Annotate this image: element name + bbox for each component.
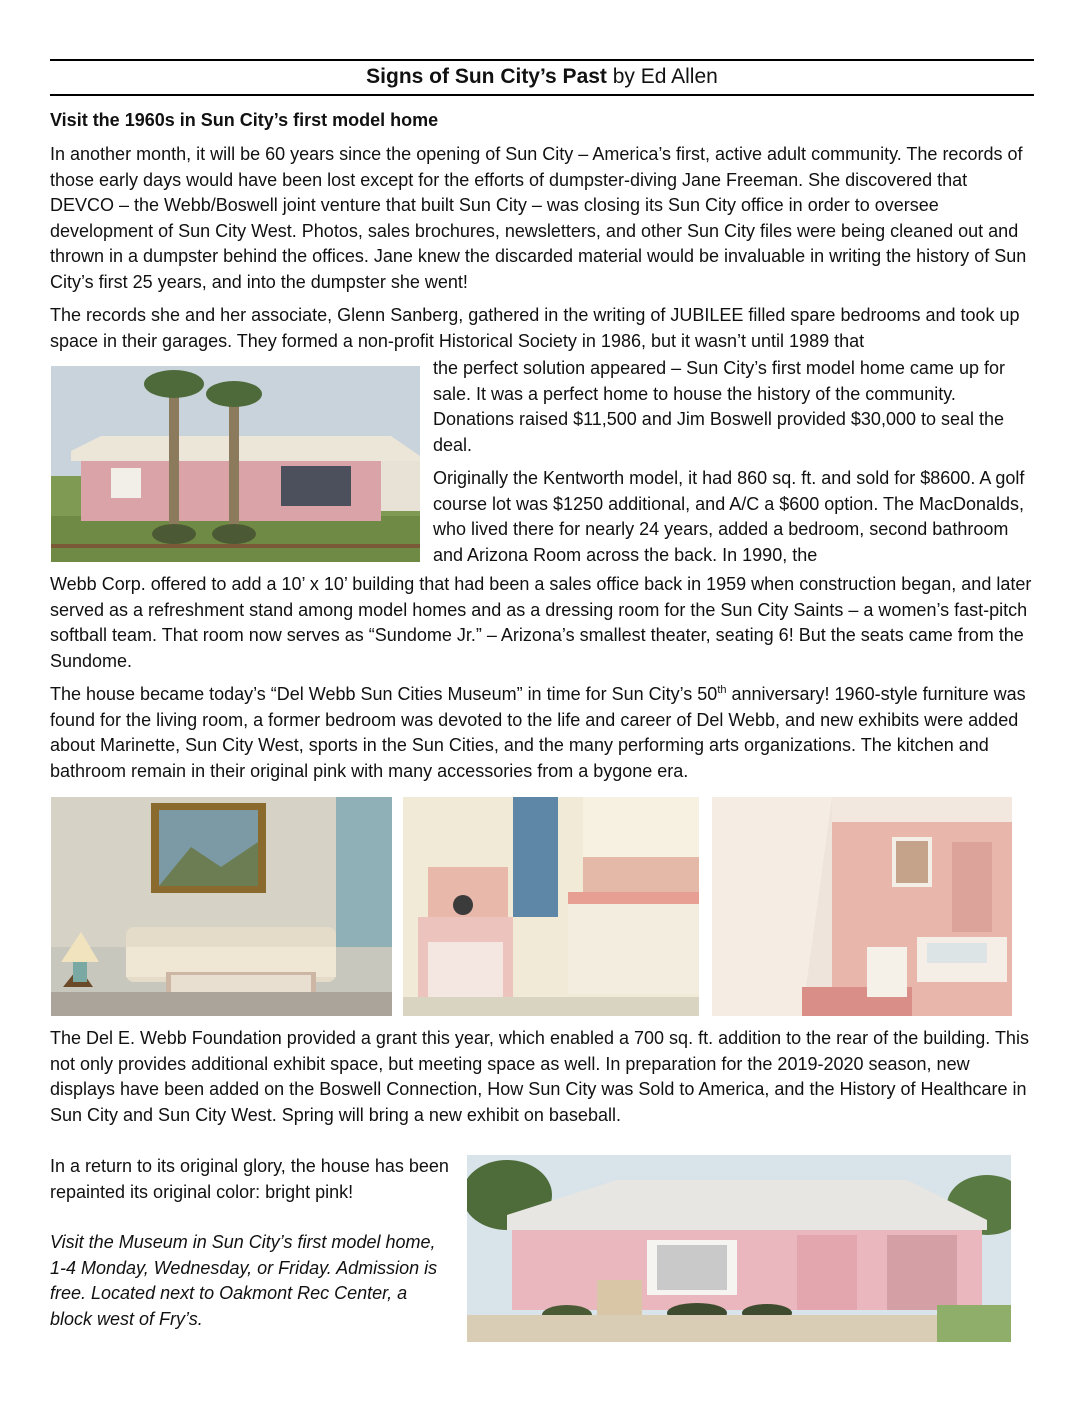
p2-text: The records she and her associate, Glenn Sanberg, gathered in the writing of JUBILEE filled spare bedrooms and took up space in their garages. They formed a non-profit Historical Society in 1986, but it wasn’t until 1989 that bbox=[50, 305, 1020, 351]
paragraph-2-wrap bbox=[433, 356, 1033, 568]
p4-text bbox=[50, 682, 1034, 784]
vintage-house-photo bbox=[51, 366, 420, 562]
p1-text: In another month, it will be 60 years since the opening of Sun City – America’s first, active adult community. The records of those early days would have been lost except for the efforts of dumpster-diving Jane Freeman. She discovered that DEVCO – the Webb/Boswell joint venture that built Sun City – was closing its Sun City office in order to oversee development of Sun City West. Photos, sales brochures, newsletters, and other Sun City files were being cleaned out and thrown in a dumpster behind the offices. Jane knew the discarded material would be invaluable in writing the history of Sun City’s first 25 years, and into the dumpster she went! bbox=[50, 144, 1027, 292]
title-byline: by Ed Allen bbox=[606, 65, 718, 88]
page-title bbox=[50, 64, 1034, 90]
museum-exterior-photo bbox=[467, 1155, 1011, 1342]
p2-wrap-text: the perfect solution appeared – Sun City’s first model home came up for sale. It was a perfect home to house the history of the community. Donations raised $11,500 and Jim Boswell provided $30,000 to seal the deal. bbox=[433, 358, 1005, 455]
title-bold: Signs of Sun City’s Past bbox=[366, 65, 607, 88]
paragraph-3 bbox=[50, 572, 1034, 792]
p4-part-a: The house became today’s “Del Webb Sun Cities Museum” in time for Sun City’s 50 bbox=[50, 684, 718, 704]
top-rule bbox=[50, 59, 1034, 61]
p4-part-b: anniversary! 1960-style furniture was found for the living room, a former bedroom was devoted to the life and career of Del Webb, and new exhibits were added about Marinette, Sun City West, sports in the Sun Cities, and the many performing arts organizations. The kitchen and bathroom remain in their original pink with many accessories from a bygone era. bbox=[50, 684, 1026, 781]
p6-text: In a return to its original glory, the house has been repainted its original color: bright pink! bbox=[50, 1156, 449, 1202]
bathroom-photo bbox=[712, 797, 1012, 1016]
p3-wrap-text: Originally the Kentworth model, it had 860 sq. ft. and sold for $8600. A golf course lot was $1250 additional, and A/C a $600 option. The MacDonalds, who lived there for nearly 24 years, added a bedroom, second bathroom and Arizona Room across the back. In 1990, the bbox=[433, 468, 1025, 565]
kitchen-photo bbox=[403, 797, 699, 1016]
title-rule bbox=[50, 94, 1034, 96]
p7-text bbox=[50, 1230, 450, 1332]
p5-text: The Del E. Webb Foundation provided a grant this year, which enabled a 700 sq. ft. addition to the rear of the building. This not only provides additional exhibit space, but meeting space as well. In preparation for the 2019-2020 season, new displays have been added on the Boswell Connection, How Sun City was Sold to America, and the History of Healthcare in Sun City and Sun City West. Spring will bring a new exhibit on baseball. bbox=[50, 1028, 1029, 1125]
paragraph-1 bbox=[50, 142, 1034, 354]
paragraph-6 bbox=[50, 1154, 450, 1340]
p3-full-text: Webb Corp. offered to add a 10’ x 10’ building that had been a sales office back in 1959 when construction began, and later served as a refreshment stand among model homes and as a dressing room for the Sun City Saints – a women’s fast-pitch softball team. That room now serves as “Sundome Jr.” – Arizona’s smallest theater, seating 6! But the seats came from the Sundome. bbox=[50, 574, 1032, 671]
section-subheading: Visit the 1960s in Sun City’s first model home bbox=[50, 110, 439, 130]
p7-italic: Visit the Museum in Sun City’s first model home, 1-4 Monday, Wednesday, or Friday. Admission is free. Located next to Oakmont Rec Center, a block west of Fry’s. bbox=[50, 1232, 438, 1329]
living-room-photo bbox=[51, 797, 392, 1016]
p4-superscript: th bbox=[717, 684, 727, 696]
paragraph-5 bbox=[50, 1026, 1034, 1136]
